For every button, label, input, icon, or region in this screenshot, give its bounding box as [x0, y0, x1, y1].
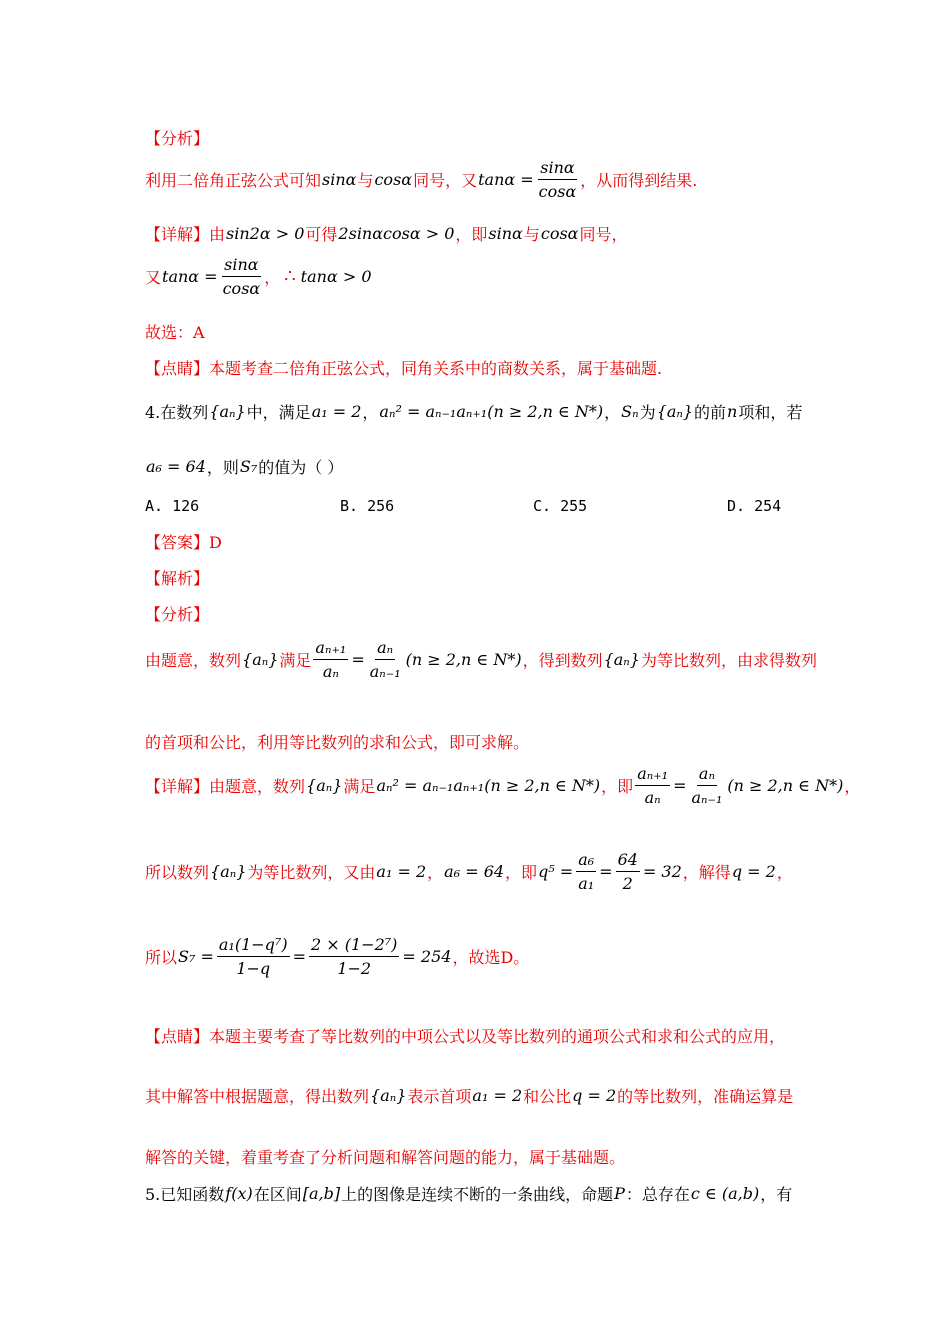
comment-4-line-1: 【点睛】 本题主要考查了等比数列的中项公式以及等比数列的通项公式和求和公式的应用，: [145, 1027, 786, 1046]
detail-line-1: 【详解】 由 sin2α > 0 可得 2sinαcosα > 0 ，即 sinα 与 cosα 同号，: [145, 224, 628, 244]
choice-line: 故选：A: [145, 323, 205, 342]
fenxi-heading: 【分析】: [145, 605, 210, 624]
question-4-stem: 4.在数列 {aₙ} 中，满足 a₁ = 2 ， aₙ² = aₙ₋₁aₙ₊₁(n ≥ 2,n ∈ N*) ， Sₙ 为 {aₙ} 的前 n 项和，若: [145, 402, 803, 422]
option-d: D. 254: [727, 497, 782, 515]
option-c: C. 255: [533, 497, 588, 515]
answer-line: 【答案】D: [145, 533, 222, 552]
question-4-stem-2: a₆ = 64 ，则 S₇ 的值为（ ）: [146, 457, 344, 477]
tan-fraction: $\frac{\sin\alpha}{\cos\alpha}$: [538, 158, 577, 201]
question-5-stem: 5.已知函数 f(x) 在区间 [a,b] 上的图像是连续不断的一条曲线，命题 P ：总存在 c ∈ (a,b) ，有: [145, 1184, 793, 1204]
fenxi-line-1: 由题意，数列 {aₙ} 满足 $\frac{\text{aₙ₊₁}}{\text{aₙ}}$ = $\frac{\text{aₙ}}{\text{aₙ₋₁}}$ (n ≥ 2,n ∈ N*) ，得到数列 {aₙ} 为等比数列，由求得数列: [145, 638, 817, 681]
analysis-heading: 【分析】: [145, 129, 210, 148]
comment-4-line-3: 解答的关键，着重考查了分析问题和解答问题的能力，属于基础题。: [145, 1148, 626, 1167]
therefore-symbol: ∴: [284, 266, 296, 287]
jiexi-heading: 【解析】: [145, 569, 210, 588]
detail-4-line-1: 【详解】 由题意，数列 {aₙ} 满足 aₙ² = aₙ₋₁aₙ₊₁(n ≥ 2,n ∈ N*) ，即 $\frac{\text{aₙ₊₁}}{\text{aₙ}}$ = $\frac{\text{aₙ}}{\text{aₙ₋₁}}$ (n ≥ 2,n ∈ N*) ，: [145, 764, 861, 807]
detail-line-2: 又 tanα = $\frac{\sin\alpha}{\cos\alpha}$ ， ∴ tanα > 0: [145, 255, 372, 298]
detail-4-line-3: 所以 S₇ = $\frac{\text{a₁(1−q⁷)}}{1-q}$ = $\frac{\text{2 × (1−2⁷)}}{1-2}$ = 254 ，故选D。: [145, 935, 530, 978]
comment-line: 【点睛】 本题考查二倍角正弦公式，同角关系中的商数关系，属于基础题.: [145, 359, 663, 378]
fenxi-line-2: 的首项和公比，利用等比数列的求和公式，即可求解。: [145, 733, 530, 752]
detail-4-line-2: 所以数列 {aₙ} 为等比数列，又由 a₁ = 2 ， a₆ = 64 ，即 q⁵ = $\frac{\text{a₆}}{\text{a₁}}$ = $\frac{64}{2}$ = 32 ，解得 q = 2 ，: [145, 850, 793, 893]
option-a: A. 126: [145, 497, 200, 515]
comment-4-line-2: 其中解答中根据题意，得出数列 {aₙ} 表示首项 a₁ = 2 和公比 q = 2 的等比数列，准确运算是: [145, 1086, 794, 1106]
analysis-line: 利用二倍角正弦公式可知 sinα 与 cosα 同号，又 tanα = $\frac{\sin\alpha}{\cos\alpha}$ ，从而得到结果.: [145, 158, 698, 201]
option-b: B. 256: [340, 497, 395, 515]
